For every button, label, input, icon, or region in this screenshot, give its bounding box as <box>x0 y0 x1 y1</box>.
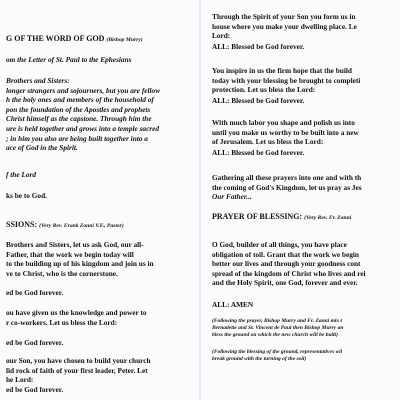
petition-line: Through the Spirit of your Son you form us in <box>212 12 356 21</box>
rubric-line: break ground with the turning of the soil) <box>212 356 307 363</box>
petition-line: today with your blessing be brought to completi <box>212 75 361 85</box>
rubric-note-2 <box>212 349 342 363</box>
closing-petition <box>212 173 362 202</box>
petition-line: the coming of God's Kingdom, let us pray as Jes <box>212 182 362 192</box>
response: ed be God forever. <box>6 288 64 297</box>
reading-line: pon the foundation of the Apostles and prophets <box>6 104 151 114</box>
thanks-response: ks be to God. <box>6 191 47 200</box>
petition-intro <box>6 240 154 278</box>
all-response: ALL: Blessed be God forever. <box>212 148 305 157</box>
all-response: ALL: Blessed be God forever. <box>212 42 305 51</box>
petition-line: he Lord: <box>6 375 34 385</box>
prayer-line: spread of the kingdom of Christ who lives and rei <box>212 268 366 278</box>
all-response: ALL: Blessed be God forever. <box>212 96 305 105</box>
reading-text <box>6 76 160 153</box>
reading-line: Christ himself as the capstone. Through him the <box>6 114 152 124</box>
title-text: G OF THE WORD OF GOD <box>6 34 105 43</box>
petition-line: of Jerusalem. Let us bless the Lord: <box>212 137 324 147</box>
prayer-line: and the Holy Spirit, one God, forever and ever. <box>212 278 358 288</box>
rubric-line: (Following the blessing of the ground, representatives wil <box>212 349 343 355</box>
rubric-line: (Following the prayer, Bishop Murry and Fr. Zanni mix t <box>212 318 343 324</box>
petition-2 <box>6 308 147 327</box>
rubric-line: bless the ground on which the new church will be built) <box>212 332 338 339</box>
right-column <box>204 0 400 400</box>
section-title-intercessions <box>6 220 124 229</box>
petition-4 <box>212 12 357 41</box>
petition-3 <box>6 356 151 385</box>
prayer-line: better our lives and through your goodness cont <box>212 259 361 269</box>
petition-line: Brothers and Sisters, let us ask God, our all- <box>6 240 144 249</box>
petition-line: Father, that the work we begin today will <box>6 249 134 259</box>
page-fold <box>199 0 201 400</box>
petition-line: With much labor you shape and polish us into <box>212 118 355 127</box>
title-note: (Very Rev. Frank Zanni V.F., Pastor) <box>39 223 124 229</box>
amen-response: ALL: AMEN <box>212 300 254 309</box>
section-title-prayer-of-blessing <box>212 212 351 221</box>
title-text: PRAYER OF BLESSING: <box>212 212 303 221</box>
rubric-note-1 <box>212 318 343 340</box>
title-text: SSIONS: <box>6 220 38 229</box>
prayer-line: obligation of toil. Grant that the work we begin <box>212 249 359 259</box>
rubric-line: Bernadette and St. Vincent de Paul then Bishop Murry an <box>212 325 344 332</box>
petition-line: You inspire in us the firm hope that the build <box>212 66 352 75</box>
petition-line: Gathering all these prayers into one and with th <box>212 173 362 182</box>
reading-line: ace of God in the Spirit. <box>6 143 78 153</box>
reading-line: ure is held together and grows into a temple sacred <box>6 123 160 133</box>
word-of-the-lord: f the Lord <box>6 170 36 179</box>
reading-line: Brothers and Sisters: <box>6 76 70 85</box>
reading-line: ; in him you also are being built together into a <box>6 133 148 143</box>
petition-6 <box>212 118 359 147</box>
response: ed be God forever. <box>6 338 64 347</box>
petition-line: house where you make your dwelling place. Le <box>212 21 357 31</box>
petition-line: ou have given us the knowledge and power to <box>6 308 147 317</box>
our-father-line: Our Father... <box>212 192 252 202</box>
left-column <box>0 0 196 400</box>
petition-line: r co-workers. Let us bless the Lord: <box>6 317 118 327</box>
petition-line: protection. Let us bless the Lord: <box>212 85 316 95</box>
prayer-line: O God, builder of all things, you have place <box>212 240 347 249</box>
petition-line: Lord: <box>212 31 231 41</box>
reading-line: longer strangers and sojourners, but you are fellow <box>6 85 161 95</box>
prayer-text <box>212 240 366 288</box>
reading-intro: om the Letter of St. Paul to the Ephesians <box>6 55 132 64</box>
response: ed be God forever. <box>6 385 64 394</box>
petition-line: ve to Christ, who is the cornerstone. <box>6 268 118 278</box>
petition-line: our Son, you have chosen to build your church <box>6 356 151 365</box>
reading-line: h the holy ones and members of the household of <box>6 95 154 105</box>
petition-line: until you make us worthy to be built into a new <box>212 127 359 137</box>
title-note: (Very Rev. Fr. Zanni <box>304 215 352 221</box>
section-title-word-of-god <box>6 34 143 43</box>
title-note: (Bishop Murry) <box>106 37 143 43</box>
petition-line: lid rock of faith of your first leader, Peter. Let <box>6 365 148 375</box>
petition-5 <box>212 66 360 95</box>
petition-line: to the building up of his kingdom and join us in <box>6 259 154 269</box>
